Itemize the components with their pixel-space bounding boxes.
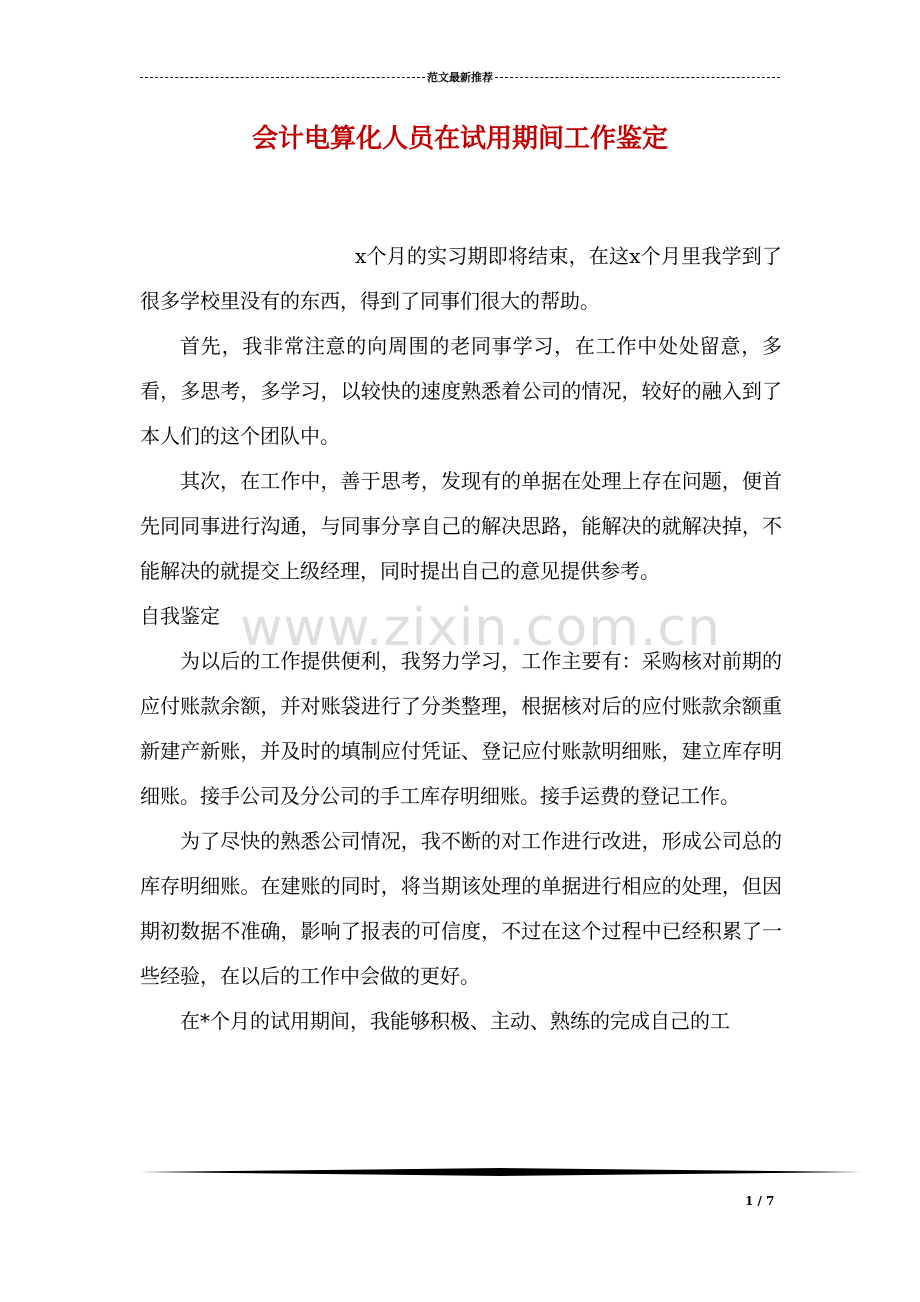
section-label: 自我鉴定	[140, 604, 220, 628]
page-header	[140, 68, 780, 86]
paragraph-intro: x个月的实习期即将结束，在这x个月里我学到了很多学校里没有的东西，得到了同事们很大的帮助。	[140, 244, 782, 313]
paragraph-trial: 在*个月的试用期间，我能够积极、主动、熟练的完成自己的工	[180, 1009, 730, 1033]
header-dash-right	[495, 77, 780, 78]
header-label: 范文最新推荐	[427, 71, 493, 84]
page-number: 1 / 7	[745, 1194, 775, 1208]
document-title: 会计电算化人员在试用期间工作鉴定	[251, 124, 668, 154]
footer-rule	[140, 1168, 862, 1176]
paragraph-improve: 为了尽快的熟悉公司情况，我不断的对工作进行改进，形成公司总的库存明细账。在建账的同时，将当期该处理的单据进行相应的处理，但因期初数据不准确，影响了报表的可信度，不过在这个过程中已经积累了一些经验，在以后的工作中会做的更好。	[140, 829, 782, 988]
paragraph-work: 为以后的工作提供便利，我努力学习，工作主要有：采购核对前期的应付账款余额，并对账袋进行了分类整理，根据核对后的应付账款余额重新建产新账，并及时的填制应付凭证、登记应付账款明细账，建立库存明细账。接手公司及分公司的手工库存明细账。接手运费的登记工作。	[140, 649, 782, 808]
paragraph-first: 首先，我非常注意的向周围的老同事学习，在工作中处处留意，多看，多思考，多学习，以较快的速度熟悉着公司的情况，较好的融入到了本人们的这个团队中。	[140, 334, 782, 448]
header-dash-left	[140, 77, 425, 78]
paragraph-second: 其次，在工作中，善于思考，发现有的单据在处理上存在问题，便首先同同事进行沟通，与同事分享自己的解决思路，能解决的就解决掉，不能解决的就提交上级经理，同时提出自己的意见提供参考。	[140, 469, 782, 583]
document-body	[140, 234, 782, 1044]
watermark: www.zixin.com.cn	[240, 598, 721, 658]
